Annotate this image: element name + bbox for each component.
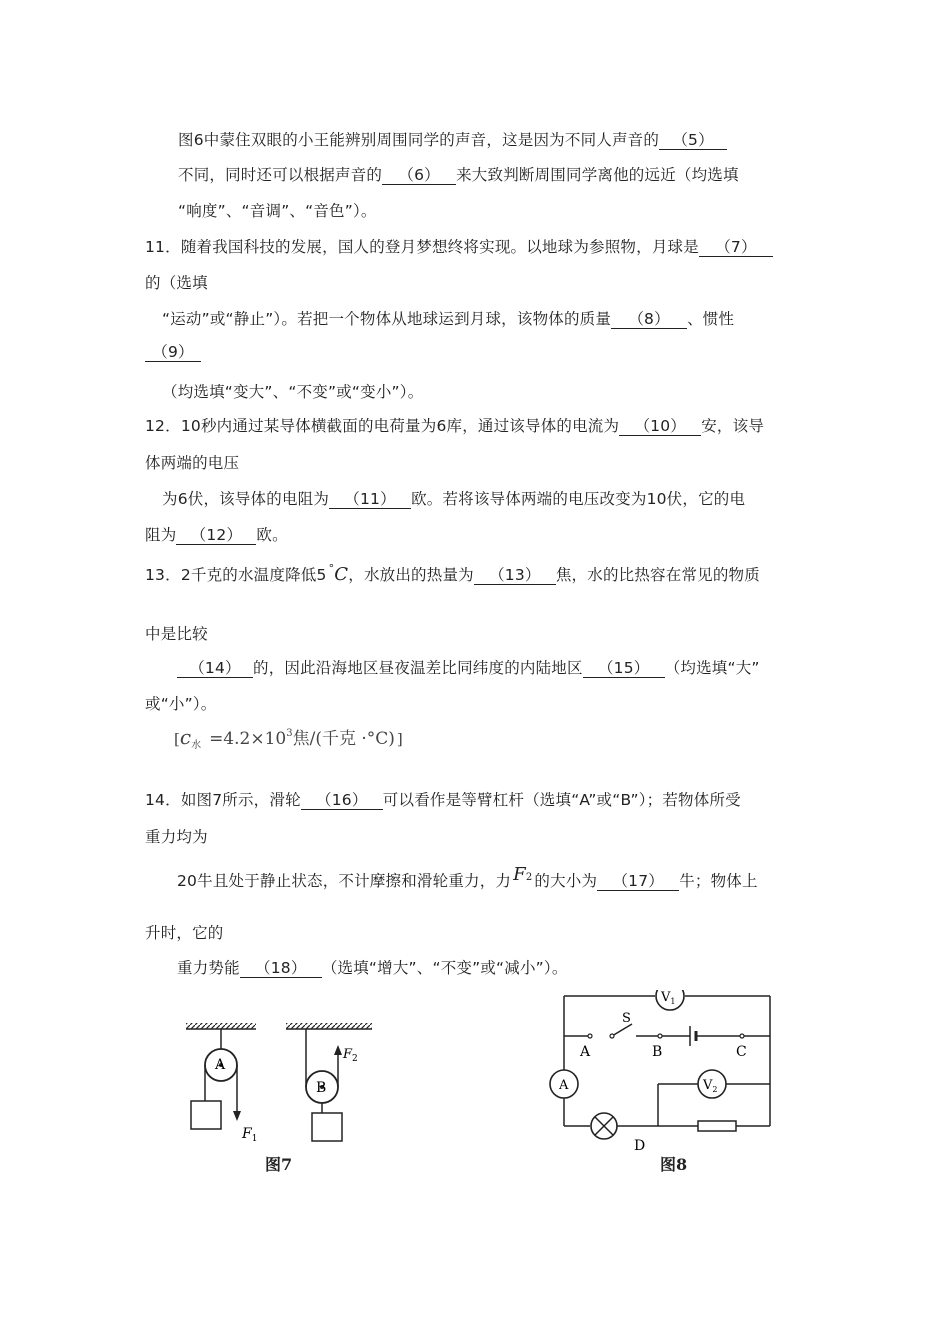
q14-text: 14．如图7所示，滑轮	[145, 791, 301, 809]
q14-text: 重力势能	[177, 959, 240, 977]
q11-line4	[145, 343, 201, 362]
answer-blank-15[interactable]: （15）	[583, 659, 665, 678]
node-d-label: D	[634, 1138, 646, 1154]
q11-text: 、惯性	[687, 310, 735, 328]
q14-text: 重力均为	[145, 828, 208, 846]
formula-value: =4.2×10	[209, 729, 287, 749]
answer-blank-12[interactable]: （12）	[176, 526, 256, 545]
q11-line1	[145, 235, 773, 257]
q11-text: 的（选填	[145, 274, 208, 292]
q14-text: 升时，它的	[145, 924, 224, 942]
switch-s-label: S	[622, 1011, 631, 1026]
q10-text: 来大致判断周围同学离他的远近（均选填	[456, 166, 739, 184]
figure-7-pulleys	[180, 1015, 380, 1145]
q12-text: 体两端的电压	[145, 454, 240, 472]
answer-blank-5[interactable]: （5）	[659, 131, 727, 150]
q12-line4	[145, 523, 288, 545]
q11-line2	[145, 271, 208, 293]
q12-text: 12．10秒内通过某导体横截面的电荷量为6库，通过该导体的电流为	[145, 417, 620, 435]
q12-text: 阻为	[145, 526, 177, 544]
q10-line3	[178, 199, 377, 221]
answer-blank-14[interactable]: （14）	[177, 659, 253, 678]
answer-blank-10[interactable]: （10）	[619, 417, 701, 436]
formula-bracket: [	[174, 730, 180, 748]
answer-blank-18[interactable]: （18）	[240, 959, 322, 978]
formula-exponent: 3	[286, 728, 293, 739]
q12-line2	[145, 451, 239, 473]
q10-text: 图6中蒙住双眼的小王能辨别周围同学的声音，这是因为不同人声音的	[178, 131, 660, 149]
weight-a	[191, 1101, 221, 1129]
q14-text: 可以看作是等臂杠杆（选填“A”或“B”）；若物体所受	[382, 791, 741, 809]
q11-text: （均选填“变大”、“不变”或“变小”）。	[162, 383, 424, 401]
degree-symbol: °	[328, 562, 335, 575]
q13-text: （均选填“大”	[664, 659, 760, 677]
figure-8-circuit	[540, 990, 780, 1160]
q13-line4	[145, 692, 217, 714]
q12-text: 欧。若将该导体两端的电压改变为10伏，它的电	[411, 490, 746, 508]
force-f2-letter: F	[513, 864, 526, 885]
q13-text: 或“小”）。	[145, 695, 217, 713]
q14-text: 20牛且处于静止状态，不计摩擦和滑轮重力，力	[177, 872, 512, 890]
answer-blank-11[interactable]: （11）	[329, 490, 411, 509]
ammeter-label: A	[559, 1078, 569, 1093]
q12-line1	[145, 414, 764, 436]
q10-line1	[178, 128, 727, 150]
q10-line2	[178, 163, 739, 185]
q14-line2	[145, 825, 208, 847]
q12-text: 安，该导	[701, 417, 765, 435]
q14-line4	[145, 921, 224, 943]
q11-text: “运动”或“静止”）。若把一个物体从地球运到月球，该物体的质量	[162, 310, 612, 328]
formula-bracket: ]	[396, 730, 403, 748]
q12-text: 为6伏，该导体的电阻为	[162, 490, 330, 508]
force-f2-symbol	[513, 864, 532, 885]
node-c-label: C	[736, 1044, 747, 1060]
pulley-a-label: A	[215, 1057, 226, 1073]
q11-text: 11．随着我国科技的发展，国人的登月梦想终将实现。以地球为参照物，月球是	[145, 238, 699, 256]
formula-unit: 焦/(千克 ·°C)	[292, 729, 395, 749]
q13-text: 的，因此沿海地区昼夜温差比同纬度的内陆地区	[253, 659, 583, 677]
q10-text: 不同，同时还可以根据声音的	[178, 166, 383, 184]
answer-blank-7[interactable]: （7）	[699, 238, 773, 257]
force-f2-label: $F_2$	[343, 1047, 358, 1064]
q14-line5	[177, 956, 568, 978]
specific-heat-formula	[174, 724, 403, 751]
q13-text: 焦，水的比热容在常见的物质	[555, 566, 760, 584]
q13-line1	[145, 562, 760, 585]
answer-blank-13[interactable]: （13）	[474, 566, 556, 585]
node-a-label: A	[580, 1044, 591, 1060]
voltmeter-v1-label: $V_1$	[661, 990, 676, 1006]
q14-text: （选填“增大”、“不变”或“减小”）。	[321, 959, 568, 977]
q12-line3	[162, 487, 745, 509]
q10-text: “响度”、“音调”、“音色”）。	[178, 202, 377, 220]
q11-line3	[162, 307, 734, 329]
q14-line1	[145, 788, 741, 810]
force-f1-label: $F_1$	[242, 1126, 258, 1144]
q13-line2	[145, 622, 208, 644]
voltmeter-v2-label: $V_2$	[703, 1078, 718, 1094]
node-b-label: B	[652, 1044, 663, 1060]
q13-text: 13．2千克的水温度降低5	[145, 566, 327, 584]
figure-7-caption: 图7	[265, 1155, 293, 1174]
answer-blank-6[interactable]: （6）	[382, 166, 456, 185]
q13-text: 中是比较	[145, 625, 208, 643]
ceiling-a	[186, 1023, 256, 1029]
q14-text: 牛；物体上	[679, 872, 758, 890]
answer-blank-16[interactable]: （16）	[301, 791, 383, 810]
answer-blank-17[interactable]: （17）	[597, 872, 679, 891]
formula-subscript: 水	[191, 740, 202, 751]
q13-text: ，水放出的热量为	[348, 566, 474, 584]
weight-b	[312, 1113, 342, 1141]
q12-text: 欧。	[256, 526, 288, 544]
answer-blank-8[interactable]: （8）	[611, 310, 687, 329]
q13-line3	[177, 656, 760, 678]
q14-text: 的大小为	[534, 872, 598, 890]
ceiling-b	[286, 1023, 372, 1029]
answer-blank-9[interactable]: （9）	[145, 343, 201, 362]
pulley-b-label: B	[316, 1080, 327, 1096]
resistor	[698, 1121, 736, 1131]
celsius-unit: C	[334, 564, 349, 585]
figure-8-caption: 图8	[660, 1155, 688, 1174]
force-f2-subscript: 2	[525, 872, 533, 883]
q14-line3	[177, 864, 758, 891]
q11-line5	[162, 380, 423, 402]
formula-c: c	[179, 725, 192, 749]
